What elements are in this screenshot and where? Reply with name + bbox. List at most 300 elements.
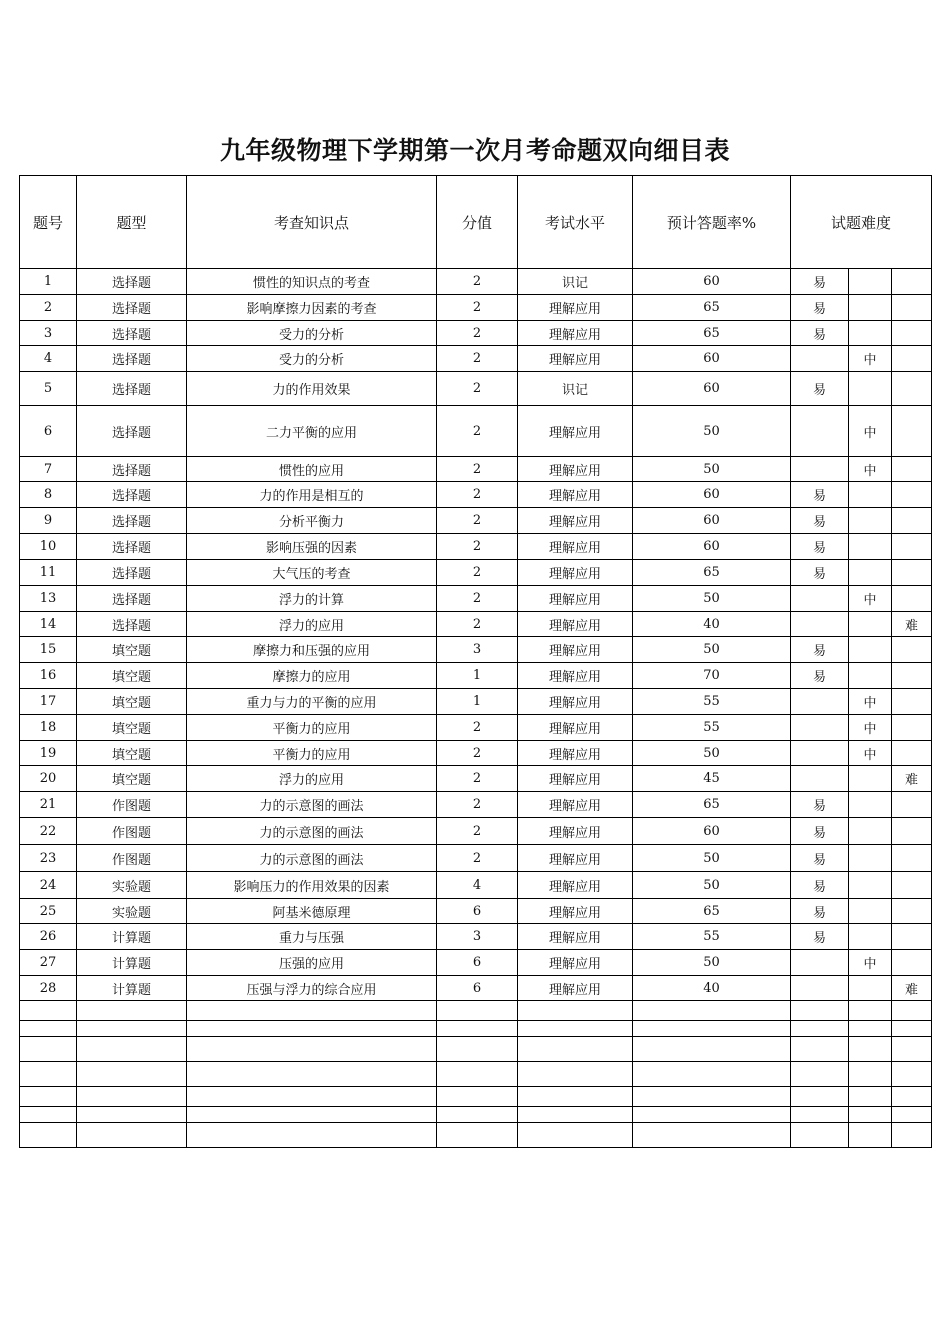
cell-rate: 60 <box>633 346 791 372</box>
cell-mid <box>849 663 892 689</box>
cell-mid <box>849 269 892 295</box>
cell-type: 作图题 <box>77 845 187 872</box>
empty-cell <box>20 1123 77 1148</box>
cell-hard <box>892 792 932 818</box>
cell-score: 2 <box>437 372 518 406</box>
cell-rate: 60 <box>633 818 791 845</box>
empty-cell <box>187 1107 437 1123</box>
cell-type: 实验题 <box>77 872 187 899</box>
cell-type: 填空题 <box>77 741 187 766</box>
cell-mid <box>849 924 892 950</box>
cell-score: 2 <box>437 295 518 321</box>
cell-rate: 50 <box>633 637 791 663</box>
cell-num: 6 <box>20 406 77 457</box>
cell-num: 3 <box>20 321 77 346</box>
cell-knowledge: 大气压的考查 <box>187 560 437 586</box>
empty-cell <box>437 1107 518 1123</box>
cell-num: 17 <box>20 689 77 715</box>
empty-cell <box>437 1037 518 1062</box>
cell-rate: 45 <box>633 766 791 792</box>
table-row <box>20 792 932 818</box>
cell-score: 2 <box>437 818 518 845</box>
cell-score: 6 <box>437 976 518 1001</box>
empty-cell <box>892 1021 932 1037</box>
cell-rate: 60 <box>633 269 791 295</box>
cell-rate: 65 <box>633 321 791 346</box>
empty-row <box>20 1107 932 1123</box>
cell-knowledge: 力的示意图的画法 <box>187 845 437 872</box>
empty-cell <box>77 1001 187 1021</box>
cell-mid <box>849 372 892 406</box>
cell-score: 2 <box>437 457 518 482</box>
cell-rate: 55 <box>633 715 791 741</box>
cell-knowledge: 压强的应用 <box>187 950 437 976</box>
cell-level: 理解应用 <box>518 637 633 663</box>
cell-score: 2 <box>437 560 518 586</box>
cell-knowledge: 阿基米德原理 <box>187 899 437 924</box>
cell-type: 计算题 <box>77 976 187 1001</box>
table-row <box>20 976 932 1001</box>
cell-easy: 易 <box>791 269 849 295</box>
cell-easy: 易 <box>791 372 849 406</box>
cell-score: 1 <box>437 663 518 689</box>
cell-type: 计算题 <box>77 950 187 976</box>
table-row <box>20 715 932 741</box>
cell-knowledge: 受力的分析 <box>187 321 437 346</box>
table-row <box>20 457 932 482</box>
cell-mid <box>849 976 892 1001</box>
cell-hard <box>892 406 932 457</box>
cell-mid: 中 <box>849 406 892 457</box>
cell-easy <box>791 715 849 741</box>
cell-score: 2 <box>437 534 518 560</box>
cell-rate: 60 <box>633 482 791 508</box>
cell-easy: 易 <box>791 818 849 845</box>
cell-level: 理解应用 <box>518 715 633 741</box>
cell-level: 理解应用 <box>518 741 633 766</box>
cell-knowledge: 二力平衡的应用 <box>187 406 437 457</box>
cell-num: 13 <box>20 586 77 612</box>
cell-rate: 50 <box>633 457 791 482</box>
cell-easy: 易 <box>791 637 849 663</box>
cell-type: 作图题 <box>77 818 187 845</box>
cell-num: 7 <box>20 457 77 482</box>
cell-type: 选择题 <box>77 269 187 295</box>
empty-cell <box>20 1062 77 1087</box>
cell-mid <box>849 818 892 845</box>
cell-hard <box>892 637 932 663</box>
cell-knowledge: 浮力的应用 <box>187 612 437 637</box>
cell-type: 填空题 <box>77 637 187 663</box>
table-row <box>20 295 932 321</box>
cell-knowledge: 浮力的计算 <box>187 586 437 612</box>
cell-num: 23 <box>20 845 77 872</box>
cell-knowledge: 分析平衡力 <box>187 508 437 534</box>
empty-cell <box>633 1001 791 1021</box>
table-row <box>20 637 932 663</box>
cell-easy: 易 <box>791 663 849 689</box>
cell-num: 1 <box>20 269 77 295</box>
empty-cell <box>77 1087 187 1107</box>
cell-hard: 难 <box>892 612 932 637</box>
cell-num: 14 <box>20 612 77 637</box>
cell-score: 2 <box>437 346 518 372</box>
cell-level: 理解应用 <box>518 899 633 924</box>
cell-hard <box>892 689 932 715</box>
cell-easy <box>791 406 849 457</box>
table-row <box>20 560 932 586</box>
cell-hard <box>892 741 932 766</box>
table-row <box>20 845 932 872</box>
cell-mid <box>849 295 892 321</box>
empty-cell <box>437 1123 518 1148</box>
cell-hard <box>892 899 932 924</box>
cell-easy: 易 <box>791 792 849 818</box>
cell-num: 16 <box>20 663 77 689</box>
cell-rate: 50 <box>633 406 791 457</box>
cell-knowledge: 力的作用效果 <box>187 372 437 406</box>
cell-knowledge: 惯性的应用 <box>187 457 437 482</box>
table-row <box>20 689 932 715</box>
table-row <box>20 372 932 406</box>
cell-type: 选择题 <box>77 321 187 346</box>
header-num: 题号 <box>20 176 77 269</box>
cell-mid <box>849 845 892 872</box>
cell-knowledge: 力的示意图的画法 <box>187 792 437 818</box>
cell-hard <box>892 715 932 741</box>
cell-level: 理解应用 <box>518 457 633 482</box>
cell-rate: 60 <box>633 534 791 560</box>
empty-cell <box>437 1001 518 1021</box>
empty-cell <box>437 1062 518 1087</box>
table-row <box>20 818 932 845</box>
cell-knowledge: 力的作用是相互的 <box>187 482 437 508</box>
empty-cell <box>518 1037 633 1062</box>
empty-cell <box>633 1037 791 1062</box>
cell-knowledge: 影响压力的作用效果的因素 <box>187 872 437 899</box>
empty-cell <box>633 1107 791 1123</box>
cell-knowledge: 压强与浮力的综合应用 <box>187 976 437 1001</box>
empty-cell <box>518 1107 633 1123</box>
empty-cell <box>791 1087 849 1107</box>
cell-rate: 50 <box>633 950 791 976</box>
cell-knowledge: 惯性的知识点的考查 <box>187 269 437 295</box>
cell-score: 2 <box>437 612 518 637</box>
cell-mid <box>849 612 892 637</box>
empty-cell <box>849 1062 892 1087</box>
cell-rate: 50 <box>633 872 791 899</box>
table-row <box>20 766 932 792</box>
cell-mid: 中 <box>849 586 892 612</box>
header-difficulty: 试题难度 <box>791 176 932 269</box>
empty-cell <box>187 1087 437 1107</box>
cell-num: 4 <box>20 346 77 372</box>
cell-rate: 65 <box>633 899 791 924</box>
empty-cell <box>518 1123 633 1148</box>
cell-num: 15 <box>20 637 77 663</box>
cell-mid: 中 <box>849 950 892 976</box>
cell-easy <box>791 976 849 1001</box>
empty-cell <box>20 1021 77 1037</box>
table-row <box>20 950 932 976</box>
cell-hard <box>892 534 932 560</box>
cell-easy: 易 <box>791 534 849 560</box>
cell-score: 3 <box>437 924 518 950</box>
cell-num: 28 <box>20 976 77 1001</box>
table-row <box>20 346 932 372</box>
cell-rate: 50 <box>633 586 791 612</box>
cell-mid <box>849 766 892 792</box>
empty-cell <box>518 1021 633 1037</box>
table-row <box>20 612 932 637</box>
cell-num: 20 <box>20 766 77 792</box>
cell-rate: 60 <box>633 508 791 534</box>
cell-rate: 40 <box>633 976 791 1001</box>
table-row <box>20 406 932 457</box>
cell-easy: 易 <box>791 482 849 508</box>
cell-type: 选择题 <box>77 560 187 586</box>
cell-level: 理解应用 <box>518 346 633 372</box>
empty-cell <box>187 1021 437 1037</box>
cell-num: 8 <box>20 482 77 508</box>
cell-level: 理解应用 <box>518 872 633 899</box>
cell-easy <box>791 586 849 612</box>
empty-cell <box>518 1062 633 1087</box>
cell-score: 1 <box>437 689 518 715</box>
empty-cell <box>77 1123 187 1148</box>
empty-cell <box>518 1001 633 1021</box>
spec-table <box>19 175 932 1148</box>
cell-level: 识记 <box>518 269 633 295</box>
header-knowledge: 考查知识点 <box>187 176 437 269</box>
cell-level: 理解应用 <box>518 689 633 715</box>
cell-level: 理解应用 <box>518 818 633 845</box>
cell-level: 理解应用 <box>518 976 633 1001</box>
empty-cell <box>187 1001 437 1021</box>
cell-score: 2 <box>437 482 518 508</box>
cell-hard <box>892 924 932 950</box>
cell-type: 填空题 <box>77 689 187 715</box>
cell-easy: 易 <box>791 899 849 924</box>
header-score: 分值 <box>437 176 518 269</box>
cell-type: 选择题 <box>77 586 187 612</box>
empty-cell <box>849 1001 892 1021</box>
cell-level: 理解应用 <box>518 792 633 818</box>
cell-knowledge: 浮力的应用 <box>187 766 437 792</box>
cell-hard <box>892 269 932 295</box>
empty-cell <box>791 1037 849 1062</box>
table-row <box>20 508 932 534</box>
empty-cell <box>892 1087 932 1107</box>
cell-type: 选择题 <box>77 346 187 372</box>
cell-hard: 难 <box>892 976 932 1001</box>
empty-cell <box>187 1062 437 1087</box>
cell-score: 2 <box>437 269 518 295</box>
cell-mid: 中 <box>849 457 892 482</box>
empty-cell <box>892 1107 932 1123</box>
cell-score: 2 <box>437 321 518 346</box>
empty-cell <box>437 1021 518 1037</box>
cell-level: 理解应用 <box>518 924 633 950</box>
empty-cell <box>791 1001 849 1021</box>
cell-level: 理解应用 <box>518 560 633 586</box>
cell-num: 25 <box>20 899 77 924</box>
cell-level: 理解应用 <box>518 295 633 321</box>
empty-cell <box>849 1107 892 1123</box>
cell-level: 理解应用 <box>518 663 633 689</box>
cell-hard <box>892 508 932 534</box>
empty-row <box>20 1037 932 1062</box>
cell-knowledge: 重力与压强 <box>187 924 437 950</box>
cell-num: 22 <box>20 818 77 845</box>
cell-level: 理解应用 <box>518 586 633 612</box>
empty-cell <box>437 1087 518 1107</box>
cell-hard <box>892 295 932 321</box>
cell-knowledge: 摩擦力和压强的应用 <box>187 637 437 663</box>
cell-num: 2 <box>20 295 77 321</box>
cell-type: 填空题 <box>77 715 187 741</box>
empty-cell <box>20 1037 77 1062</box>
table-row <box>20 586 932 612</box>
cell-type: 选择题 <box>77 406 187 457</box>
cell-easy: 易 <box>791 508 849 534</box>
cell-rate: 60 <box>633 372 791 406</box>
cell-easy: 易 <box>791 845 849 872</box>
cell-score: 4 <box>437 872 518 899</box>
cell-score: 2 <box>437 845 518 872</box>
empty-row <box>20 1001 932 1021</box>
cell-type: 选择题 <box>77 372 187 406</box>
cell-type: 填空题 <box>77 663 187 689</box>
empty-cell <box>892 1037 932 1062</box>
table-row <box>20 741 932 766</box>
table-row <box>20 663 932 689</box>
cell-hard <box>892 560 932 586</box>
cell-knowledge: 影响摩擦力因素的考查 <box>187 295 437 321</box>
cell-type: 选择题 <box>77 508 187 534</box>
cell-hard <box>892 346 932 372</box>
cell-mid <box>849 637 892 663</box>
cell-num: 21 <box>20 792 77 818</box>
cell-rate: 40 <box>633 612 791 637</box>
cell-mid <box>849 899 892 924</box>
empty-cell <box>633 1062 791 1087</box>
cell-hard <box>892 482 932 508</box>
cell-mid <box>849 508 892 534</box>
header-level: 考试水平 <box>518 176 633 269</box>
cell-hard <box>892 457 932 482</box>
cell-level: 理解应用 <box>518 534 633 560</box>
empty-cell <box>77 1062 187 1087</box>
cell-score: 2 <box>437 741 518 766</box>
empty-cell <box>518 1087 633 1107</box>
empty-cell <box>77 1107 187 1123</box>
cell-rate: 55 <box>633 924 791 950</box>
cell-level: 理解应用 <box>518 845 633 872</box>
table-row <box>20 482 932 508</box>
empty-cell <box>791 1062 849 1087</box>
cell-rate: 65 <box>633 295 791 321</box>
cell-type: 选择题 <box>77 612 187 637</box>
cell-knowledge: 影响压强的因素 <box>187 534 437 560</box>
cell-score: 2 <box>437 586 518 612</box>
empty-cell <box>77 1021 187 1037</box>
cell-mid: 中 <box>849 346 892 372</box>
empty-row <box>20 1087 932 1107</box>
table-row <box>20 872 932 899</box>
cell-hard: 难 <box>892 766 932 792</box>
cell-easy: 易 <box>791 321 849 346</box>
cell-type: 选择题 <box>77 457 187 482</box>
empty-cell <box>892 1062 932 1087</box>
cell-rate: 55 <box>633 689 791 715</box>
cell-mid <box>849 321 892 346</box>
empty-cell <box>892 1123 932 1148</box>
cell-num: 26 <box>20 924 77 950</box>
empty-cell <box>633 1123 791 1148</box>
cell-score: 2 <box>437 766 518 792</box>
cell-type: 作图题 <box>77 792 187 818</box>
cell-num: 24 <box>20 872 77 899</box>
table-row <box>20 924 932 950</box>
empty-cell <box>791 1123 849 1148</box>
empty-cell <box>791 1107 849 1123</box>
cell-easy <box>791 766 849 792</box>
cell-num: 5 <box>20 372 77 406</box>
header-rate: 预计答题率% <box>633 176 791 269</box>
empty-cell <box>20 1001 77 1021</box>
cell-type: 实验题 <box>77 899 187 924</box>
cell-type: 填空题 <box>77 766 187 792</box>
cell-level: 识记 <box>518 372 633 406</box>
cell-easy <box>791 950 849 976</box>
cell-hard <box>892 321 932 346</box>
cell-score: 2 <box>437 792 518 818</box>
header-row <box>20 176 932 269</box>
empty-cell <box>791 1021 849 1037</box>
empty-cell <box>633 1021 791 1037</box>
cell-type: 选择题 <box>77 295 187 321</box>
cell-mid <box>849 560 892 586</box>
cell-level: 理解应用 <box>518 612 633 637</box>
cell-level: 理解应用 <box>518 950 633 976</box>
cell-num: 10 <box>20 534 77 560</box>
cell-num: 11 <box>20 560 77 586</box>
cell-mid: 中 <box>849 715 892 741</box>
cell-easy <box>791 346 849 372</box>
cell-mid: 中 <box>849 741 892 766</box>
cell-score: 2 <box>437 715 518 741</box>
empty-cell <box>633 1087 791 1107</box>
cell-num: 9 <box>20 508 77 534</box>
cell-easy <box>791 741 849 766</box>
cell-level: 理解应用 <box>518 321 633 346</box>
cell-hard <box>892 586 932 612</box>
cell-type: 选择题 <box>77 534 187 560</box>
cell-hard <box>892 372 932 406</box>
cell-easy: 易 <box>791 924 849 950</box>
empty-cell <box>20 1107 77 1123</box>
cell-mid: 中 <box>849 689 892 715</box>
cell-hard <box>892 845 932 872</box>
cell-num: 19 <box>20 741 77 766</box>
empty-cell <box>849 1087 892 1107</box>
cell-knowledge: 受力的分析 <box>187 346 437 372</box>
cell-mid <box>849 482 892 508</box>
cell-knowledge: 平衡力的应用 <box>187 715 437 741</box>
cell-easy <box>791 612 849 637</box>
empty-row <box>20 1021 932 1037</box>
